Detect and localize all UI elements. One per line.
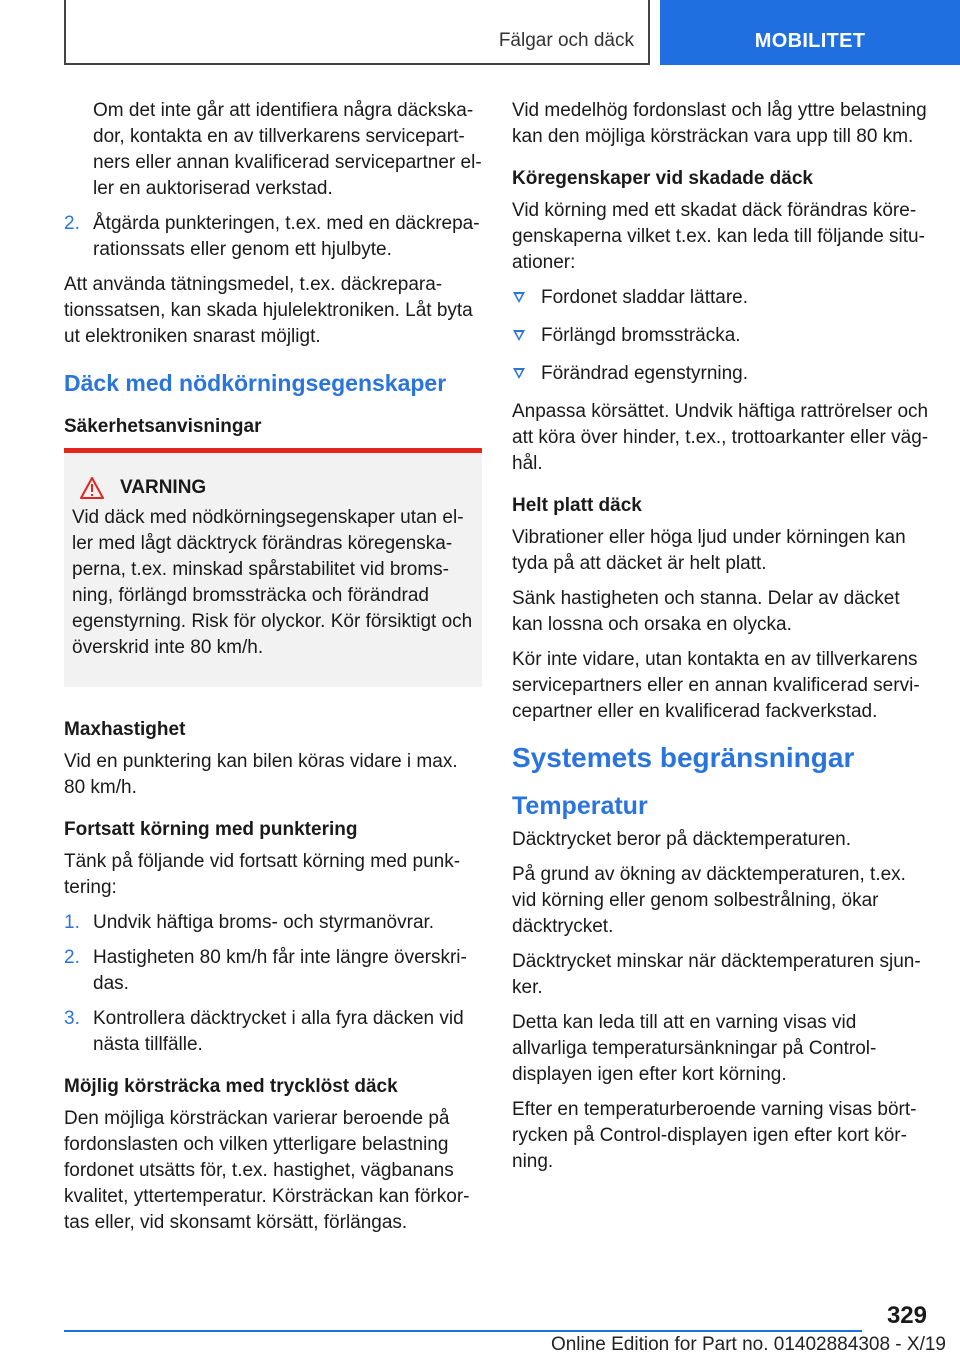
- paragraph-adapt: Anpassa körsättet. Undvik häftiga rattrörelser och att köra över hinder, t.ex., trottoarkanter eller väghål.: [512, 401, 929, 474]
- warning-triangle-icon: [80, 477, 104, 499]
- paragraph-continued: Tänk på följande vid fortsatt körning med punktering:: [64, 851, 461, 898]
- list-text: Förlängd bromssträcka.: [541, 325, 741, 346]
- paragraph-temp-4: Detta kan leda till att en varning visas vid allvarliga temperatursänkningar på Control-displayen igen efter kort körning.: [512, 1012, 877, 1085]
- heading-handling: Köregenskaper vid skadade däck: [512, 168, 813, 189]
- list-item: [512, 323, 932, 349]
- paragraph-maxspeed: Vid en punktering kan bilen köras vidare i max. 80 km/h.: [64, 751, 458, 798]
- list-text: Åtgärda punkteringen, t.ex. med en däckreparationssats eller genom ett hjulbyte.: [93, 213, 480, 260]
- list-item: [512, 285, 932, 311]
- paragraph-flat-3: Kör inte vidare, utan kontakta en av tillverkarens servicepartners eller en annan kvalificerad servicepartner eller en kvalificerad fackverkstad.: [512, 649, 920, 722]
- warning-title: VARNING: [120, 477, 207, 498]
- list-item: [64, 211, 482, 263]
- list-item: [64, 910, 482, 936]
- heading-system-limits: Systemets begränsningar: [512, 742, 855, 773]
- list-item: [512, 361, 932, 387]
- list-number: 3.: [64, 1008, 80, 1029]
- paragraph-medium-load: Vid medelhög fordonslast och låg yttre belastning kan den möjliga körsträckan vara upp till 80 km.: [512, 100, 927, 147]
- list-text: Hastigheten 80 km/h får inte längre överskridas.: [93, 947, 467, 994]
- header-section-box: [64, 0, 650, 65]
- list-number: 2.: [64, 947, 80, 968]
- list-number: 2.: [64, 213, 80, 234]
- list-item: [64, 1006, 482, 1058]
- paragraph-flat-2: Sänk hastigheten och stanna. Delar av däcket kan lossna och orsaka en olycka.: [512, 588, 900, 635]
- warning-box: [64, 448, 482, 687]
- paragraph-temp-5: Efter en temperaturberoende varning visas börtrycken på Control-displayen igen efter kort körning.: [512, 1099, 917, 1172]
- paragraph-temp-2: På grund av ökning av däcktemperaturen, t.ex. vid körning eller genom solbestrålning, ökar däcktrycket.: [512, 864, 906, 937]
- chapter-tab[interactable]: MOBILITET: [660, 0, 960, 65]
- list-text: Undvik häftiga broms- och styrmanövrar.: [93, 912, 435, 933]
- triangle-bullet-icon: [513, 292, 525, 303]
- list-text: Förändrad egenstyrning.: [541, 363, 749, 384]
- numbered-list-top: [64, 211, 482, 263]
- heading-maxspeed: Maxhastighet: [64, 719, 186, 740]
- heading-range: Möjlig körsträcka med trycklöst däck: [64, 1076, 398, 1097]
- warning-title-row: [72, 475, 474, 501]
- bullet-list: [512, 285, 932, 387]
- footer-divider: [64, 1330, 862, 1332]
- paragraph-handling: Vid körning med ett skadat däck förändras köregenskaperna vilket t.ex. kan leda till följande situationer:: [512, 200, 925, 273]
- paragraph-continued-item: Om det inte går att identifiera några däckskador, kontakta en av tillverkarens servicepartners eller annan kvalificerad servicepartner eller en auktoriserad verkstad.: [93, 100, 482, 199]
- list-text: Kontrollera däcktrycket i alla fyra däcken vid nästa tillfälle.: [93, 1008, 464, 1055]
- warning-text: Vid däck med nödkörningsegenskaper utan eller med lågt däcktryck förändras köregenskaperna, t.ex. minskad spårstabilitet vid bromsning, förlängd bromssträcka och förändrad egenstyrning. Risk för olyckor. Kör försiktigt och överskrid inte 80 km/h.: [72, 507, 473, 658]
- paragraph-sealant: Att använda tätningsmedel, t.ex. däckreparationssatsen, kan skada hjulelektroniken. Låt byta ut elektroniken snarast möjligt.: [64, 274, 473, 347]
- heading-safety: Säkerhetsanvisningar: [64, 416, 262, 437]
- footer-edition: Online Edition for Part no. 01402884308 - X/19: [550, 1334, 946, 1355]
- heading-flat: Helt platt däck: [512, 495, 642, 516]
- numbered-list: [64, 910, 482, 1058]
- section-title: Fälgar och däck: [498, 30, 634, 51]
- left-column: [64, 98, 482, 1245]
- list-number: 1.: [64, 912, 80, 933]
- heading-temperature: Temperatur: [512, 792, 648, 820]
- triangle-bullet-icon: [513, 368, 525, 379]
- paragraph-temp-3: Däcktrycket minskar när däcktemperaturen sjunker.: [512, 951, 921, 998]
- list-text: Fordonet sladdar lättare.: [541, 287, 749, 308]
- paragraph-flat-1: Vibrationer eller höga ljud under körningen kan tyda på att däcket är helt platt.: [512, 527, 906, 574]
- right-column: [512, 98, 932, 1184]
- paragraph-range: Den möjliga körsträckan varierar beroende på fordonslasten och vilken ytterligare belastning fordonet utsätts för, t.ex. hastighet, vägbanans kvalitet, yttertemperatur. Körsträckan kan förkortas eller, vid skonsamt körsätt, förlängas.: [64, 1108, 470, 1233]
- heading-runflat: Däck med nödkörningsegenskaper: [64, 370, 447, 396]
- page-number: 329: [886, 1302, 927, 1329]
- paragraph-temp-1: Däcktrycket beror på däcktemperaturen.: [512, 829, 851, 850]
- list-item: [64, 945, 482, 997]
- heading-continued: Fortsatt körning med punktering: [64, 819, 358, 840]
- triangle-bullet-icon: [513, 330, 525, 341]
